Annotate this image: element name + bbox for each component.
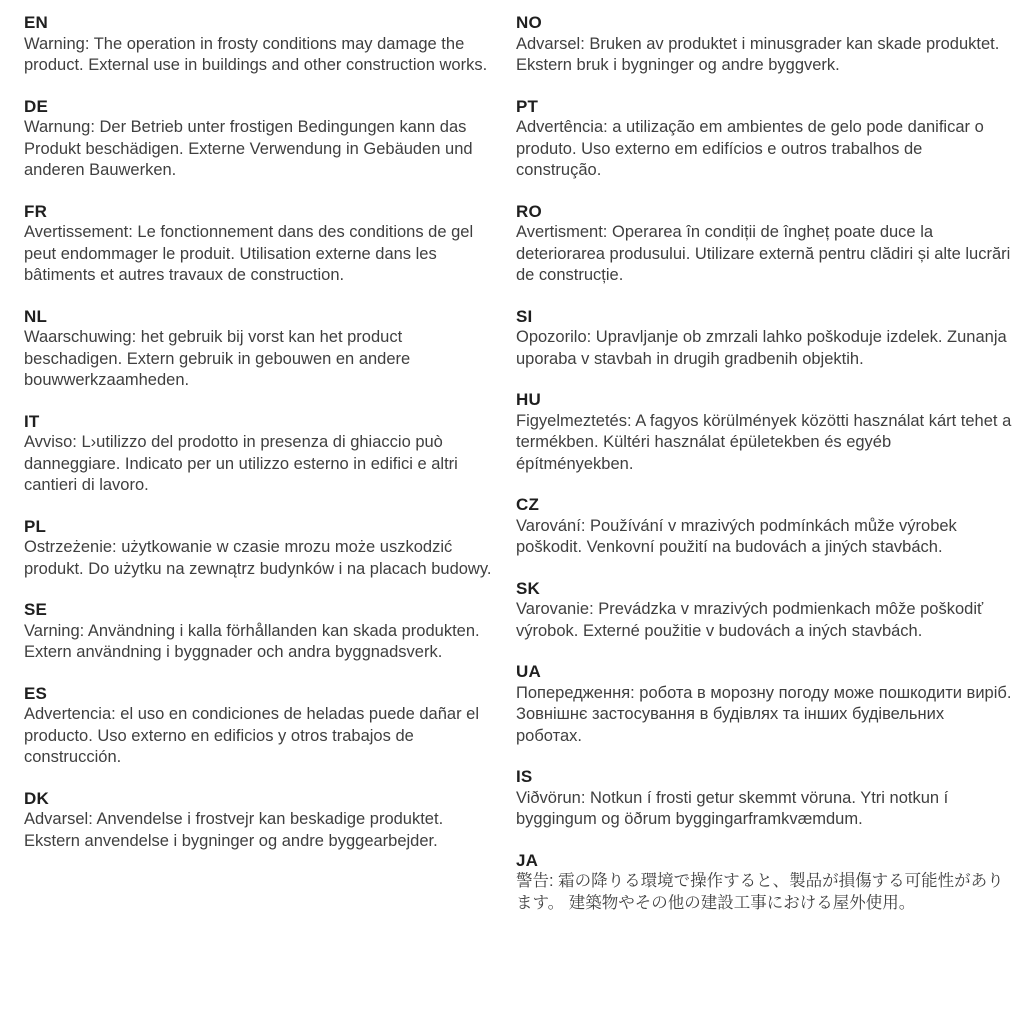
warning-text: Advertencia: el uso en condiciones de heladas puede dañar el producto. Uso externo en edificios y otros trabajos de construcción. (24, 705, 479, 766)
warning-text: Varovanie: Prevádzka v mrazivých podmienkach môže poškodiť výrobok. Externé použitie v budovách a iných stavbách. (516, 600, 984, 640)
language-section-nl (24, 306, 502, 392)
language-section-se (24, 599, 502, 664)
language-code: NO (516, 13, 542, 32)
language-section-fr (24, 201, 502, 287)
language-code: CZ (516, 495, 540, 514)
language-code: SK (516, 578, 541, 598)
language-code: DK (24, 788, 49, 808)
language-code: SE (24, 600, 48, 619)
language-section-no (516, 12, 1012, 77)
warning-text: Advarsel: Bruken av produktet i minusgrader kan skade produktet. Ekstern bruk i bygninger og andre byggverk. (516, 34, 1000, 74)
language-section-is (516, 766, 1012, 831)
warning-text: Advarsel: Anvendelse i frostvejr kan beskadige produktet. Ekstern anvendelse i bygninger og andre byggearbejder. (24, 810, 444, 850)
language-section-ua (516, 661, 1012, 747)
warning-text: Varování: Používání v mrazivých podmínkách může výrobek poškodit. Venkovní použití na budovách a jiných stavbách. (516, 516, 957, 556)
warning-text: Opozorilo: Upravljanje ob zmrzali lahko poškoduje izdelek. Zunanja uporaba v stavbah in drugih gradbenih objektih. (516, 328, 1007, 368)
language-section-si (516, 306, 1012, 371)
language-section-es (24, 683, 502, 769)
warning-text: Viðvörun: Notkun í frosti getur skemmt vöruna. Ytri notkun í byggingum og öðrum byggingarframkvæmdum. (516, 788, 949, 828)
language-code: HU (516, 390, 541, 409)
language-code: SI (516, 306, 533, 326)
left-column (24, 12, 502, 933)
warning-text: Figyelmeztetés: A fagyos körülmények közötti használat kárt tehet a termékben. Kültéri használat épületekben és egyéb építményekben. (516, 411, 1012, 473)
warning-text: Ostrzeżenie: użytkowanie w czasie mrozu może uszkodzić produkt. Do użytku na zewnątrz budynków i na placach budowy. (24, 538, 492, 578)
warning-text: Avertissement: Le fonctionnement dans des conditions de gel peut endommager le produit. Utilisation externe dans les bâtiments et autres travaux de construction. (24, 223, 474, 284)
language-section-ro (516, 201, 1012, 287)
warning-text: 警告: 霜の降りる環境で操作すると、製品が損傷する可能性があります。 建築物やその他の建設工事における屋外使用。 (516, 872, 1004, 912)
language-section-cz (516, 494, 1012, 559)
language-code: DE (24, 96, 49, 116)
language-section-pl (24, 516, 502, 581)
language-section-ja (516, 850, 1012, 915)
language-section-hu (516, 389, 1012, 475)
language-code: PT (516, 96, 539, 116)
warning-text: Varning: Användning i kalla förhållanden kan skada produkten. Extern användning i byggnader och andra byggnadsverk. (24, 621, 480, 661)
warning-text: Avviso: L›utilizzo del prodotto in presenza di ghiaccio può danneggiare. Indicato per un utilizzo esterno in edifici e altri cantieri di lavoro. (24, 433, 458, 494)
warning-text: Avertisment: Operarea în condiții de îngheț poate duce la deteriorarea produsului. Utilizare externă pentru clădiri și alte lucrări de construcție. (516, 223, 1011, 284)
language-code: PL (24, 516, 47, 536)
language-code: ES (24, 683, 48, 703)
warning-text: Advertência: a utilização em ambientes de gelo pode danificar o produto. Uso externo em edifícios e outros trabalhos de construção. (516, 118, 984, 179)
language-code: NL (24, 306, 48, 326)
warning-text: Попередження: робота в морозну погоду може пошкодити виріб. Зовнішнє застосування в будівлях та інших будівельних роботах. (516, 683, 1012, 745)
language-section-dk (24, 788, 502, 853)
language-code: IT (24, 411, 40, 431)
language-section-it (24, 411, 502, 497)
language-section-en (24, 12, 502, 77)
warning-text: Warning: The operation in frosty conditions may damage the product. External use in buildings and other construction works. (24, 34, 488, 74)
warning-text: Warnung: Der Betrieb unter frostigen Bedingungen kann das Produkt beschädigen. Externe Verwendung in Gebäuden und anderen Bauwerken. (24, 118, 473, 179)
language-code: UA (516, 662, 541, 681)
warning-text: Waarschuwing: het gebruik bij vorst kan het product beschadigen. Extern gebruik in gebouwen en andere bouwwerkzaamheden. (24, 328, 411, 389)
language-code: FR (24, 201, 48, 221)
language-code: EN (24, 13, 49, 32)
language-code: IS (516, 767, 533, 786)
language-section-sk (516, 578, 1012, 643)
language-code: RO (516, 201, 542, 221)
right-column (516, 12, 1012, 933)
language-code: JA (516, 850, 539, 870)
language-section-de (24, 96, 502, 182)
language-section-pt (516, 96, 1012, 182)
